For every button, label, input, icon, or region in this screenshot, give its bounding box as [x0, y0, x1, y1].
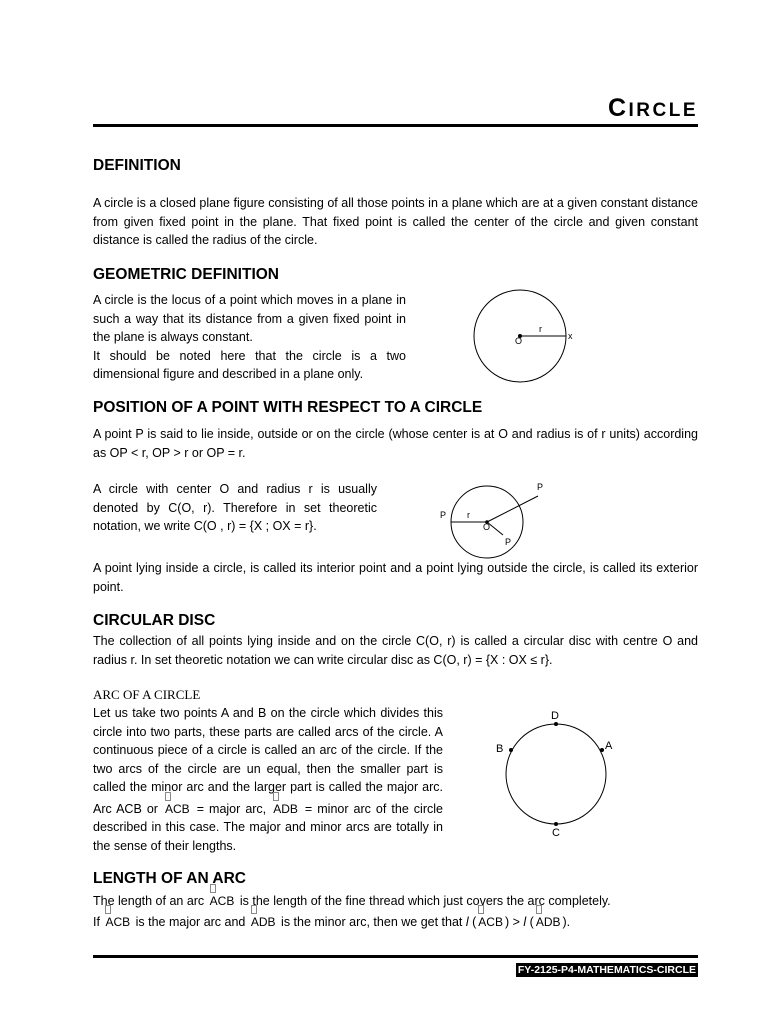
- arc-text-part-2: = major arc,: [196, 801, 267, 816]
- point-p-inside-label: P: [440, 510, 447, 520]
- arc-figure: [488, 706, 618, 841]
- page-title: CIRCLE: [607, 94, 698, 122]
- arc-length-line-2: If ACB is the major arc and ADB is the minor arc, then we get that l ( ACB ) > l ( ADB ).: [93, 910, 698, 932]
- definition-text: A circle is a closed plane figure consisting of all those points in a plane which are at a given constant distance from given fixed point in the plane. That fixed point is called the center of the circle and given constant distance is called the radius of the circle.: [93, 196, 698, 247]
- point-x-label: x: [568, 331, 573, 341]
- circular-disc-text: The collection of all points lying inside and on the circle C(O, r) is called a circular disc with centre O and radius r. In set theoretic notation we can write circular disc as C(O, r) = {X : OX ≤ r}.: [93, 634, 698, 667]
- geometric-definition-para-1: A circle is the locus of a point which moves in a plane in such a way that its distance from a given fixed point in the plane is always constant.: [93, 293, 406, 344]
- center-o-label-2: O: [483, 522, 491, 532]
- point-d-label: D: [551, 710, 559, 722]
- arc-adb-symbol-2: ADB: [249, 913, 278, 932]
- radius-r-label: r: [539, 324, 542, 334]
- position-text-2: A circle with center O and radius r is usually denoted by C(O, r). Therefore in set theoretic notation, we write C(O , r) = {X ; OX = r}.: [93, 482, 377, 533]
- arc-heading: ARC OF A CIRCLE: [93, 687, 201, 702]
- arc-length-heading: LENGTH OF AN ARC: [93, 870, 246, 887]
- arc-text-part-1: Let us take two points A and B on the circle which divides this circle into two parts, these parts are called arcs of the circle. A continuous piece of a circle is called an arc of the circle. If the two arcs of the circle are un equal, then the smaller part is called the minor arc and the larger part is called the major arc. Arc ACB or: [93, 706, 443, 816]
- point-a-label: A: [605, 740, 613, 752]
- footer-code: FY-2125-P4-MATHEMATICS-CIRCLE: [517, 964, 696, 976]
- position-heading: POSITION OF A POINT WITH RESPECT TO A CIRCLE: [93, 399, 483, 416]
- arc-acb-symbol: ACB: [163, 800, 192, 819]
- point-b-label: B: [496, 743, 504, 755]
- header-rule: [93, 124, 698, 127]
- geometric-definition-heading: GEOMETRIC DEFINITION: [93, 266, 279, 283]
- geometric-definition-text: [93, 291, 406, 384]
- length-l-symbol: l: [465, 915, 469, 929]
- center-o-label: O: [515, 336, 523, 346]
- circle-radius-figure: [460, 286, 590, 386]
- arc-length-l2-text-a: If: [93, 915, 100, 929]
- arc-acb-symbol-2: ACB: [208, 892, 237, 911]
- arc-length-l2-text-b: is the major arc and: [135, 915, 246, 929]
- geometric-definition-para-2: It should be noted here that the circle is a two dimensional figure and described in a plane only.: [93, 348, 406, 381]
- length-l-symbol-2: l: [523, 915, 527, 929]
- arc-length-line-1: [93, 889, 698, 911]
- arc-text-part-3: = minor arc of the circle described in this case. The major and minor arcs are totally in the sense of their lengths.: [93, 801, 443, 853]
- radius-r-label-2: r: [467, 510, 470, 520]
- arc-text: [93, 704, 443, 855]
- point-p-outside-label: P: [537, 482, 544, 492]
- circular-disc-heading: CIRCULAR DISC: [93, 612, 216, 629]
- arc-adb-symbol-3: ADB: [534, 913, 563, 932]
- point-position-figure: [430, 478, 560, 564]
- greater-than-sign: >: [512, 915, 524, 929]
- arc-acb-symbol-3: ACB: [103, 913, 132, 932]
- point-p-on-label: P: [505, 537, 512, 547]
- position-text-3: A point lying inside a circle, is called its interior point and a point lying outside the circle, is called its exterior point.: [93, 561, 698, 594]
- definition-heading: DEFINITION: [93, 157, 181, 174]
- footer-rule: [93, 955, 698, 958]
- arc-length-l1-text-b: is the length of the fine thread which just covers the arc completely.: [239, 894, 611, 908]
- position-text-1: A point P is said to lie inside, outside or on the circle (whose center is at O and radius is of r units) according as OP < r, OP > r or OP = r.: [93, 427, 698, 460]
- arc-length-l1-text-a: The length of an arc: [93, 894, 205, 908]
- arc-length-l2-text-c: is the minor arc, then we get that: [281, 915, 463, 929]
- arc-adb-symbol: ADB: [271, 800, 300, 819]
- point-c-label: C: [552, 827, 560, 839]
- arc-acb-symbol-4: ACB: [476, 913, 505, 932]
